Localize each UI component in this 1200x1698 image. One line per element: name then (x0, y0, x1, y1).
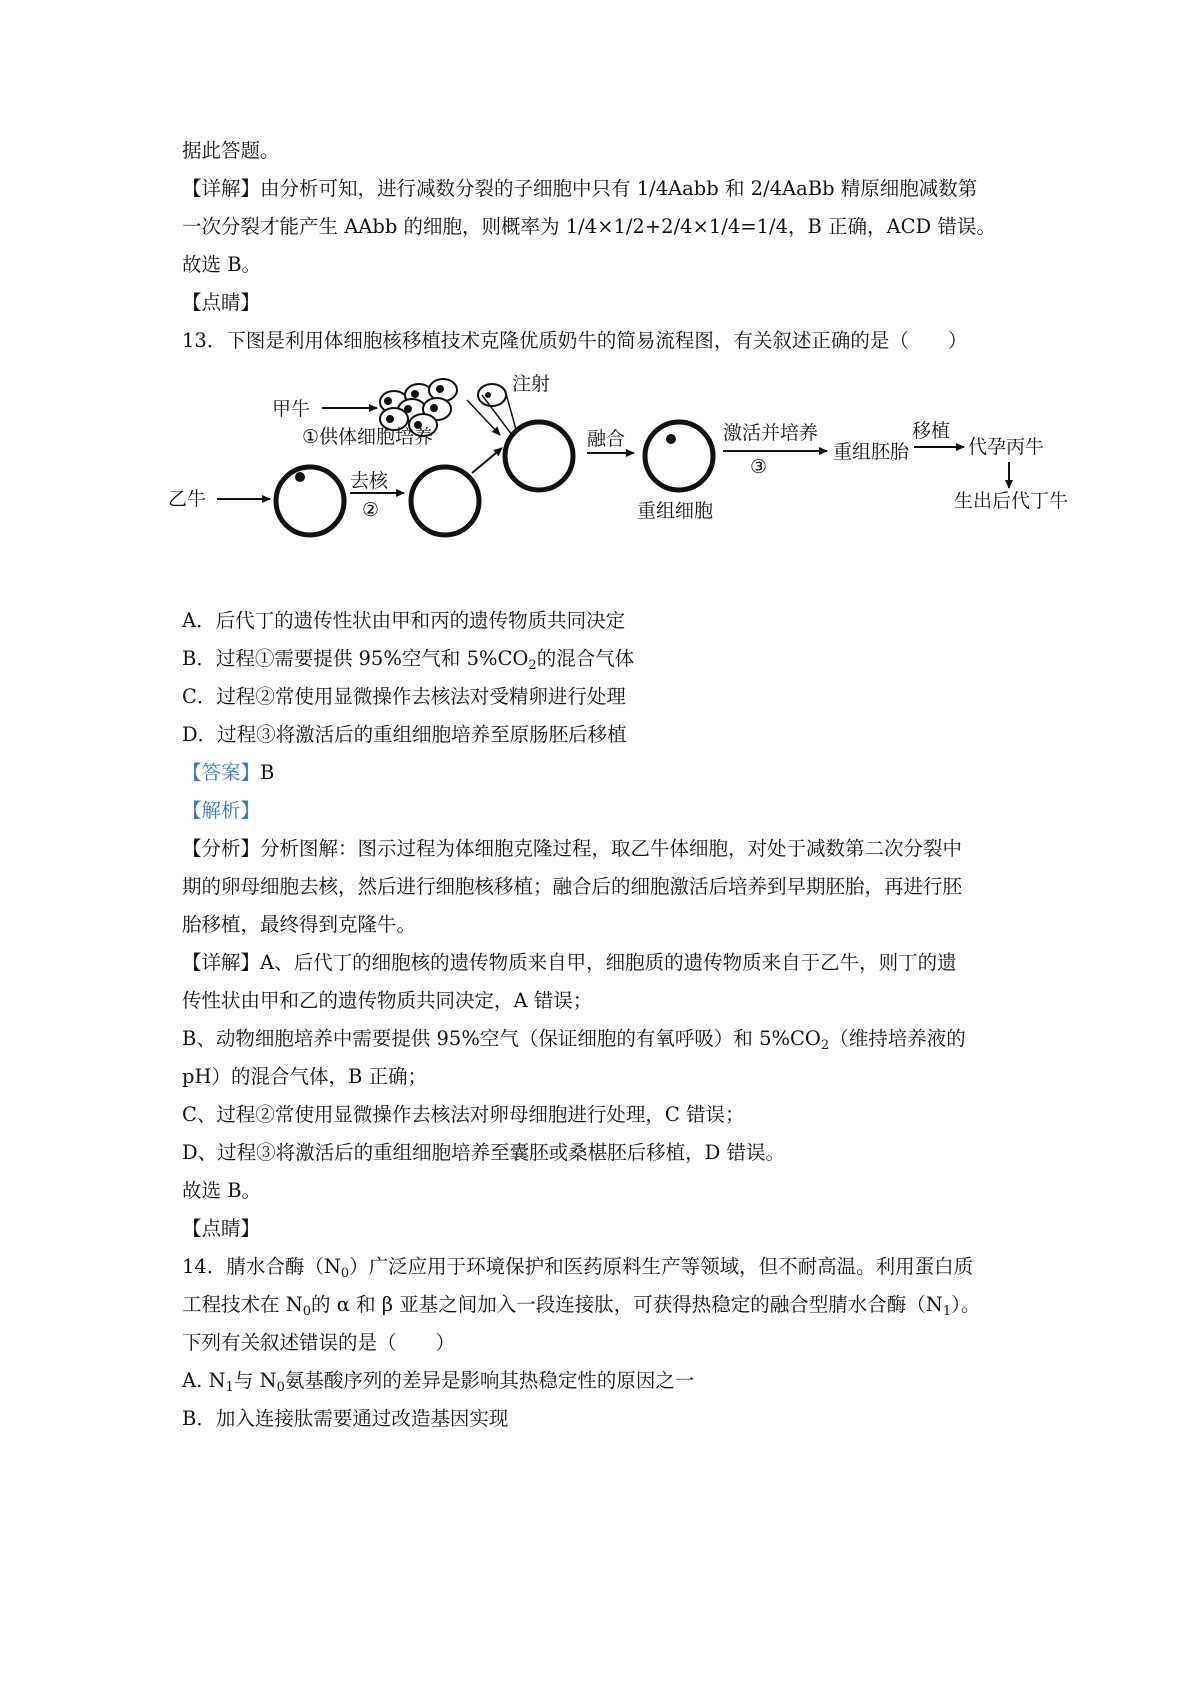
text-segment: （维持培养液的 (829, 1027, 966, 1050)
text-segment: 氨基酸序列的差异是影响其热稳定性的原因之一 (284, 1369, 695, 1392)
label-jia-niu: 甲牛 (272, 398, 311, 420)
question-13-stem: 13．下图是利用体细胞核移植技术克隆优质奶牛的简易流程图，有关叙述正确的是（ ） (182, 329, 968, 352)
label-ronghe: 融合 (587, 428, 626, 450)
option-b-text: B．过程①需要提供 95%空气和 5%CO (182, 647, 529, 670)
text-segment: ）。 (951, 1293, 981, 1316)
option-b: B．加入连接肽需要通过改造基因实现 (182, 1407, 509, 1430)
subscript: 0 (340, 1266, 350, 1281)
text-line: 传性状由甲和乙的遗传物质共同决定，A 错误； (182, 989, 593, 1012)
text-line: 胎移植，最终得到克隆牛。 (182, 913, 417, 936)
label-yizhi: 移植 (912, 420, 951, 442)
option-b-text-end: 的混合气体 (536, 647, 635, 670)
subscript: 0 (302, 1304, 312, 1319)
question-14-stem-line1 (182, 1253, 973, 1281)
pipette-line-2 (505, 390, 517, 433)
answer-value: B (260, 761, 275, 784)
oocyte-with-nucleus (276, 467, 344, 535)
text-segment: A. N (182, 1369, 226, 1392)
option-c: C．过程②常使用显微操作去核法对受精卵进行处理 (182, 685, 626, 708)
detail-paragraph (182, 949, 957, 977)
analysis-text: 分析图解：图示过程为体细胞克隆过程，取乙牛体细胞，对处于减数第二次分裂中 (260, 837, 963, 860)
reconstructed-cell-nucleus (666, 434, 676, 444)
text-line: 据此答题。 (182, 139, 280, 162)
text-line: D、过程③将激活后的重组细胞培养至囊胚或桑椹胚后移植，D 错误。 (182, 1141, 785, 1164)
question-14-stem-line3: 下列有关叙述错误的是（ ） (182, 1331, 456, 1354)
option-a (182, 1367, 694, 1395)
label-step2: ② (362, 499, 380, 521)
text-line (182, 1025, 966, 1053)
text-segment: 与 N (233, 1369, 277, 1392)
detail-tag: 【详解】 (182, 951, 261, 974)
label-quhe: 去核 (350, 470, 389, 492)
text-line: pH）的混合气体，B 正确； (182, 1065, 428, 1088)
text-segment: 的 α 和 β 亚基之间加入一段连接肽，可获得热稳定的融合型腈水合酶（N (311, 1293, 943, 1316)
analysis-paragraph (182, 835, 962, 863)
subscript: 2 (528, 658, 537, 673)
subscript: 2 (820, 1038, 830, 1053)
subscript: 1 (942, 1304, 952, 1319)
label-daiyun: 代孕丙牛 (968, 436, 1045, 458)
text-segment: 工程技术在 N (182, 1293, 303, 1316)
answer-tag: 【答案】 (182, 761, 261, 784)
subscript: 0 (276, 1380, 285, 1395)
option-b (182, 645, 634, 673)
label-yi-niu: 乙牛 (168, 488, 207, 510)
text-segment: B、动物细胞培养中需要提供 95%空气（保证细胞的有氧呼吸）和 5%CO (182, 1027, 821, 1050)
cloning-flow-diagram (168, 373, 1182, 595)
arrow-to-inject (472, 448, 502, 473)
subscript: 1 (225, 1380, 234, 1395)
reconstructed-cell (645, 422, 713, 490)
detail-text: A、后代丁的细胞核的遗传物质来自甲，细胞质的遗传物质来自于乙牛，则丁的遗 (260, 951, 957, 974)
injected-cell-nucleus (485, 392, 491, 398)
note-tag: 【点睛】 (182, 1217, 261, 1240)
option-a: A．后代丁的遗传性状由甲和丙的遗传物质共同决定 (182, 609, 626, 632)
analysis-tag: 【分析】 (182, 837, 261, 860)
text-segment: ）广泛应用于环境保护和医药原料生产等领域，但不耐高温。利用蛋白质 (349, 1255, 974, 1278)
note-tag: 【点睛】 (182, 291, 261, 314)
choose-line: 故选 B。 (182, 253, 262, 276)
text-segment: 14．腈水合酶（N (182, 1255, 341, 1278)
choose-line: 故选 B。 (182, 1179, 262, 1202)
option-d: D．过程③将激活后的重组细胞培养至原肠胚后移植 (182, 723, 627, 746)
label-chongzu-xibao: 重组细胞 (637, 500, 714, 522)
jiexi-tag: 【解析】 (182, 799, 261, 822)
label-step1: ①供体细胞培养 (302, 426, 434, 448)
detail-paragraph (182, 175, 977, 203)
answer-line (182, 759, 274, 787)
injected-oocyte (505, 422, 573, 490)
label-step3: ③ (750, 456, 768, 478)
text-line: 期的卵母细胞去核，然后进行细胞核移植；融合后的细胞激活后培养到早期胚胎，再进行胚 (182, 875, 963, 898)
text-line: C、过程②常使用显微操作去核法对卵母细胞进行处理，C 错误； (182, 1103, 745, 1126)
label-houdai: 生出后代丁牛 (954, 490, 1069, 512)
text-line: 一次分裂才能产生 AAbb 的细胞，则概率为 1/4×1/2+2/4×1/4=1/4，B 正确，ACD 错误。 (182, 215, 996, 238)
oocyte-nucleus (295, 472, 305, 482)
detail-tag: 【详解】 (182, 177, 261, 200)
label-zhushe: 注射 (512, 373, 551, 395)
detail-text: 由分析可知，进行减数分裂的子细胞中只有 1/4Aabb 和 2/4AaBb 精原细胞减数第 (260, 177, 978, 200)
label-jihuo: 激活并培养 (723, 422, 819, 444)
label-chongzu-peitai: 重组胚胎 (833, 441, 910, 463)
enucleated-oocyte (411, 467, 479, 535)
question-14-stem-line2 (182, 1291, 980, 1319)
